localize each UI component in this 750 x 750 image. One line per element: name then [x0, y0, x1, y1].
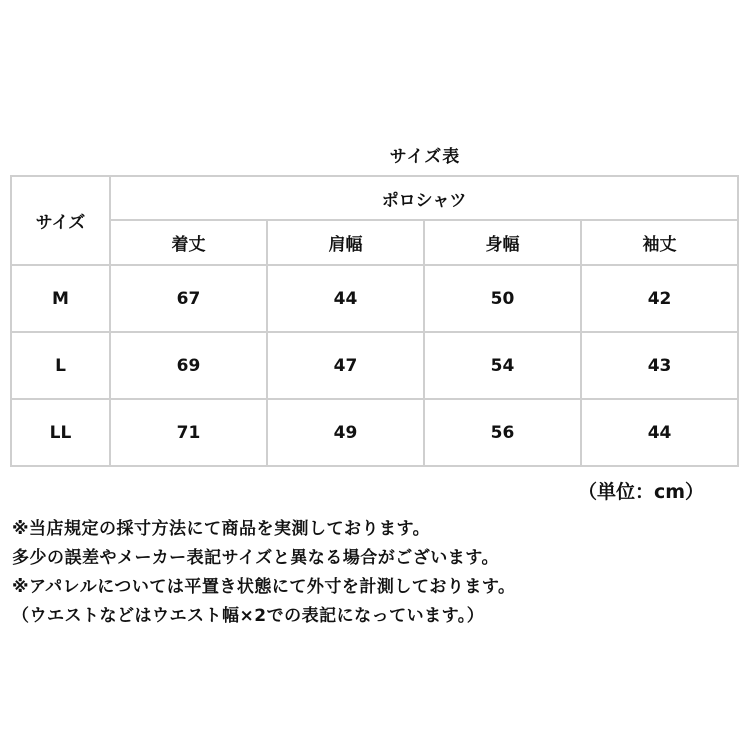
note-line: 多少の誤差やメーカー表記サイズと異なる場合がございます。: [12, 548, 499, 568]
notes: [12, 515, 742, 631]
table-header-row: [11, 176, 738, 220]
value-cell: 71: [110, 399, 267, 466]
size-cell: LL: [11, 399, 110, 466]
column-header-chest: 身幅: [424, 220, 581, 265]
value-cell: 44: [581, 399, 738, 466]
value-cell: 43: [581, 332, 738, 399]
size-column-header: サイズ: [11, 176, 110, 265]
size-cell: M: [11, 265, 110, 332]
value-cell: 54: [424, 332, 581, 399]
table-row: [11, 265, 738, 332]
note-line: （ウエストなどはウエスト幅×2での表記になっています。）: [12, 606, 485, 626]
unit-label: （単位：cm）: [578, 481, 705, 503]
size-table: [10, 175, 739, 467]
note-line: ※当店規定の採寸方法にて商品を実測しております。: [12, 519, 431, 539]
value-cell: 50: [424, 265, 581, 332]
note-line: ※アパレルについては平置き状態にて外寸を計測しております。: [12, 577, 516, 597]
column-header-shoulder: 肩幅: [267, 220, 424, 265]
product-group-header: ポロシャツ: [110, 176, 738, 220]
value-cell: 49: [267, 399, 424, 466]
value-cell: 44: [267, 265, 424, 332]
table-row: [11, 332, 738, 399]
measurement-header-row: [11, 220, 738, 265]
value-cell: 56: [424, 399, 581, 466]
column-header-length: 着丈: [110, 220, 267, 265]
column-header-sleeve: 袖丈: [581, 220, 738, 265]
value-cell: 42: [581, 265, 738, 332]
table-row: [11, 399, 738, 466]
page-title: サイズ表: [389, 147, 461, 167]
value-cell: 67: [110, 265, 267, 332]
size-cell: L: [11, 332, 110, 399]
value-cell: 47: [267, 332, 424, 399]
value-cell: 69: [110, 332, 267, 399]
